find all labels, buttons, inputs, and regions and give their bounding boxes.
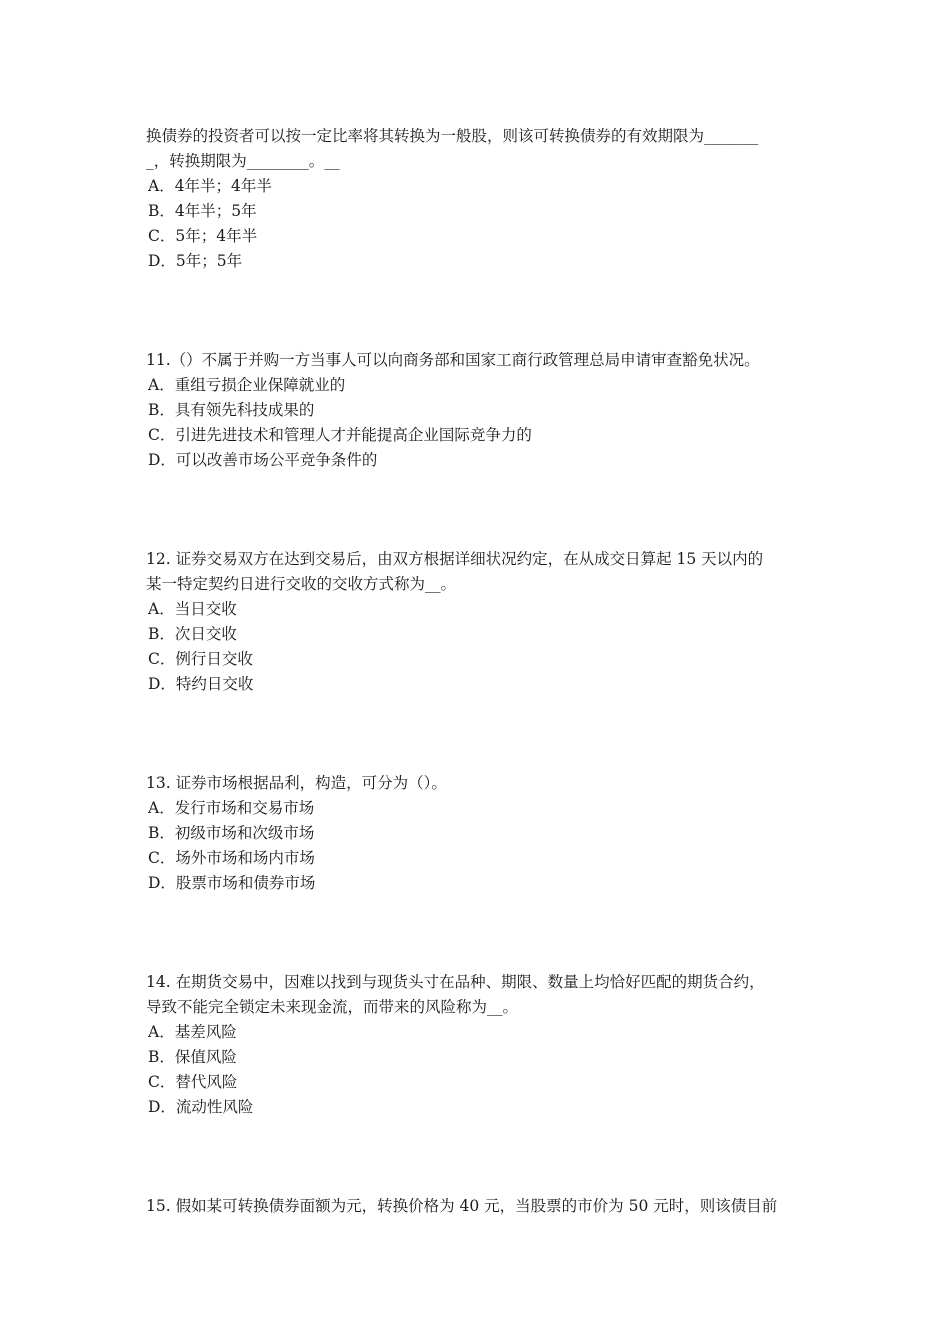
question-10 (146, 124, 810, 274)
question-11 (146, 348, 810, 473)
option-b: B．具有领先科技成果的 (148, 401, 315, 419)
option-d: D．5年；5年 (148, 252, 243, 270)
question-stem-line: 15. 假如某可转换债券面额为元，转换价格为 40 元，当股票的市价为 50 元时，则该债目前 (146, 1197, 778, 1215)
option-c: C．例行日交收 (148, 650, 253, 668)
option-a: A．重组亏损企业保障就业的 (148, 376, 346, 394)
question-15 (146, 1194, 810, 1219)
option-c: C．引进先进技术和管理人才并能提高企业国际竞争力的 (148, 426, 532, 444)
question-stem-line: 导致不能完全锁定未来现金流，而带来的风险称为__。 (146, 998, 519, 1016)
option-b: B．次日交收 (148, 625, 237, 643)
question-stem-line: 14. 在期货交易中，因难以找到与现货头寸在品种、期限、数量上均恰好匹配的期货合约， (146, 973, 765, 991)
question-stem-line: _，转换期限为________。__ (146, 152, 340, 170)
option-d: D．股票市场和债券市场 (148, 874, 316, 892)
question-stem-line: 11.（）不属于并购一方当事人可以向商务部和国家工商行政管理总局申请审查豁免状况。 (146, 351, 760, 369)
option-b: B．初级市场和次级市场 (148, 824, 315, 842)
question-14 (146, 970, 810, 1120)
question-stem-line: 13. 证券市场根据品利，构造，可分为（）。 (146, 774, 447, 792)
question-13 (146, 771, 810, 896)
option-a: A．当日交收 (148, 600, 237, 618)
option-c: C．5年；4年半 (148, 227, 258, 245)
question-stem-line: 12. 证券交易双方在达到交易后，由双方根据详细状况约定，在从成交日算起 15 天以内的 (146, 550, 764, 568)
option-d: D．特约日交收 (148, 675, 254, 693)
option-c: C．替代风险 (148, 1073, 238, 1091)
option-a: A．发行市场和交易市场 (148, 799, 315, 817)
question-stem-line: 某一特定契约日进行交收的交收方式称为__。 (146, 575, 457, 593)
option-b: B．4年半；5年 (148, 202, 257, 220)
option-a: A．4年半；4年半 (148, 177, 272, 195)
option-d: D．可以改善市场公平竞争条件的 (148, 451, 378, 469)
option-b: B．保值风险 (148, 1048, 237, 1066)
option-c: C．场外市场和场内市场 (148, 849, 315, 867)
question-12 (146, 547, 810, 697)
question-stem-line: 换债券的投资者可以按一定比率将其转换为一般股，则该可转换债券的有效期限为_______ (146, 127, 759, 145)
option-a: A．基差风险 (148, 1023, 237, 1041)
option-d: D．流动性风险 (148, 1098, 254, 1116)
